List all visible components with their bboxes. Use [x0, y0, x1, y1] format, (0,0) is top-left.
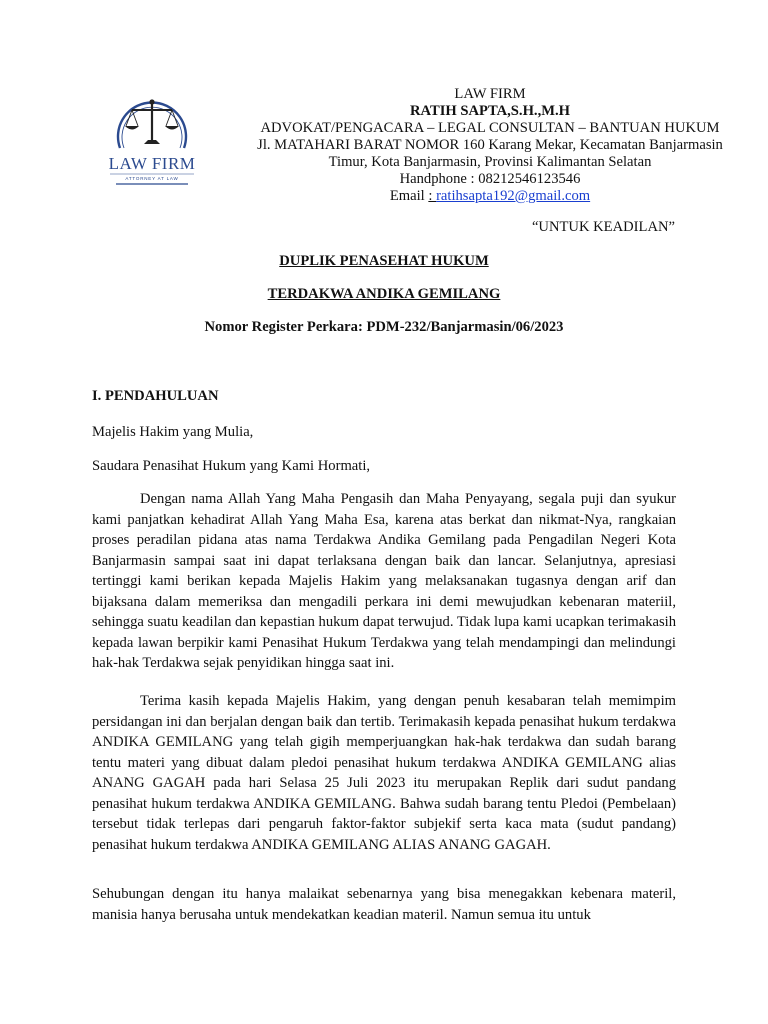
paragraph-2: Terima kasih kepada Majelis Hakim, yang dengan penuh kesabaran telah memimpim persidangan ini dan berjalan dengan baik dan tertib. Terimakasih kepada penasihat hukum terdakwa ANDIKA GEMILANG yang telah gigih memperjuangkan hak-hak terdakwa dan sudah barang tentu materi yang dibuat dalam pledoi penasihat hukum terdakwa ANDIKA GEMILANG alias ANANG GAGAH pada hari Selasa 25 Juli 2023 itu merupakan Replik dari sudut pandang penasihat hukum terdakwa ANDIKA GEMILANG. Bahwa sudah barang tentu Pledoi (Pembelaan) tersebut tidak terlepas dari pengaruh faktor-faktor subjekif serta kaca mata (sudut pandang) penasihat hukum terdakwa ANDIKA GEMILANG ALIAS ANANG GAGAH.: [92, 693, 676, 853]
scales-of-justice-icon: [98, 88, 206, 188]
address-line-1: Jl. MATAHARI BARAT NOMOR 160 Karang Mekar, Kecamatan Banjarmasin: [257, 137, 723, 153]
email-line: [200, 188, 768, 205]
attorney-name: RATIH SAPTA,S.H.,M.H: [409, 103, 570, 119]
paragraph-3: Sehubungan dengan itu hanya malaikat sebenarnya yang bisa menegakkan kebenara materil, manisia hanya berusaha untuk mendekatkan keadian materil. Namun semua itu untuk: [92, 886, 676, 923]
letterhead: [200, 86, 768, 205]
section-heading: I. PENDAHULUAN: [92, 388, 219, 404]
services-line: ADVOKAT/PENGACARA – LEGAL CONSULTAN – BANTUAN HUKUM: [260, 120, 720, 136]
email-colon: :: [428, 188, 437, 204]
register-number: Nomor Register Perkara: PDM-232/Banjarmasin/06/2023: [204, 319, 564, 335]
email-label: Email: [389, 188, 429, 204]
address-line-2: Timur, Kota Banjarmasin, Provinsi Kalimantan Selatan: [328, 154, 652, 170]
salutation-judges: Majelis Hakim yang Mulia,: [92, 424, 254, 440]
salutation-counsel: Saudara Penasihat Hukum yang Kami Hormati,: [92, 458, 371, 474]
document-title: DUPLIK PENASEHAT HUKUM: [279, 253, 489, 269]
logo-text: LAW FIRM: [108, 154, 196, 173]
motto: “UNTUK KEADILAN”: [531, 219, 675, 235]
document-subtitle: TERDAKWA ANDIKA GEMILANG: [267, 286, 501, 302]
firm-label: LAW FIRM: [454, 86, 526, 102]
paragraph-1: Dengan nama Allah Yang Maha Pengasih dan Maha Penyayang, segala puji dan syukur kami panjatkan kehadirat Allah Yang Maha Esa, karena atas berkat dan nikmat-Nya, rangkaian proses peradilan pidana atas nama Terdakwa Andika Gemilang pada Pengadilan Negeri Kota Banjarmasin sampai saat ini dapat terlaksana dengan baik dan lancar. Selanjutnya, apresiasi tertinggi kami berikan kepada Majelis Hakim yang melaksanakan tugasnya dengan arif dan bijaksana dalam memeriksa dan mengadili perkara ini demi mewujudkan kebenaran materiil, sehingga suatu keadilan dan kepastian hukum dapat terwujud. Tidak lupa kami ucapkan terimakasih kepada lawan berpikir kami Penasihat Hukum Terdakwa yang telah mendampingi dan melindungi hak-hak Terdakwa sejak penyidikan hingga saat ini.: [92, 491, 677, 671]
phone-line: Handphone : 08212546123546: [399, 171, 581, 187]
law-firm-logo: [98, 88, 206, 188]
logo-subtext: ATTORNEY AT LAW: [125, 176, 179, 181]
email-link[interactable]: ratihsapta192@gmail.com: [436, 188, 591, 204]
